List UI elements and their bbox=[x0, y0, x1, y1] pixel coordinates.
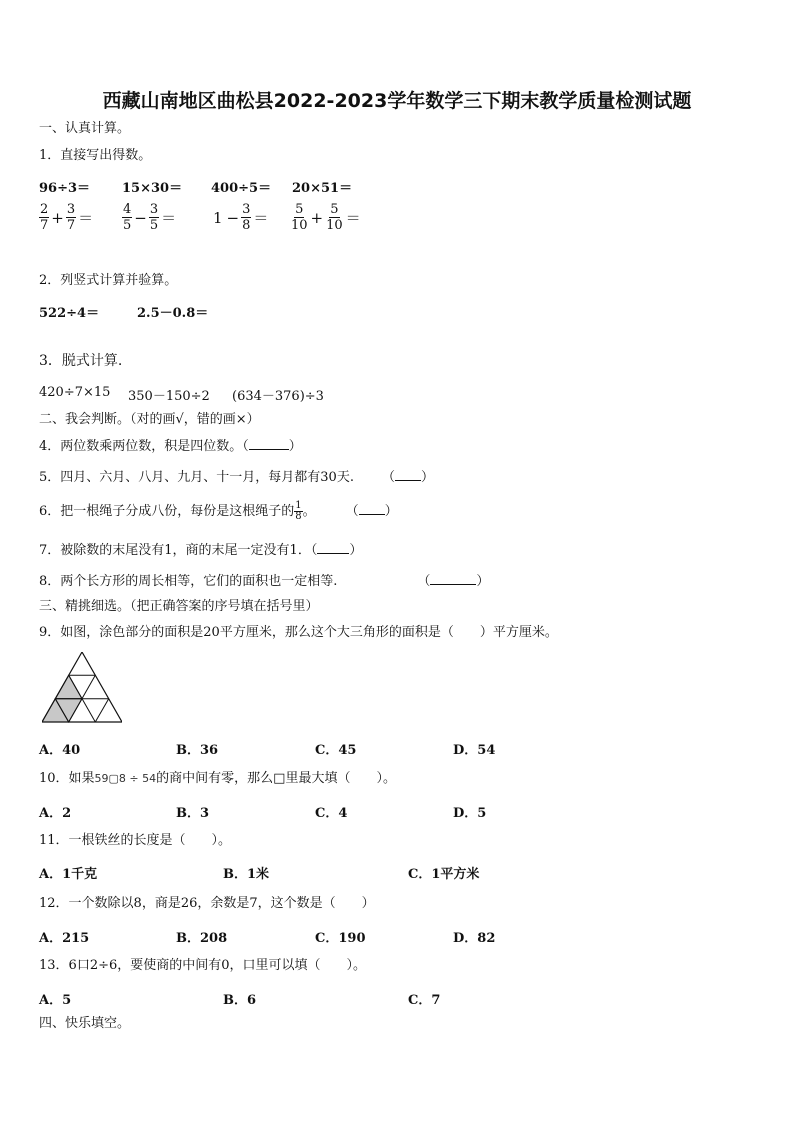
q9-option-a[interactable]: A．40 bbox=[39, 743, 81, 758]
q3-item-3: (634－376)÷3 bbox=[232, 389, 324, 404]
q1-item-1: 96÷3＝ bbox=[39, 181, 91, 196]
q10-option-a[interactable]: A．2 bbox=[39, 806, 72, 821]
q4-question: 4．两位数乘两位数，积是四位数。（ ） bbox=[39, 439, 302, 454]
q3-item-2: 350－150÷2 bbox=[128, 389, 210, 404]
q11-option-c[interactable]: C．1平方米 bbox=[408, 867, 480, 882]
section-1-heading: 一、认真计算。 bbox=[39, 121, 131, 136]
q11-option-a[interactable]: A．1千克 bbox=[39, 867, 98, 882]
q6-answer-blank[interactable] bbox=[359, 502, 385, 515]
page-title: 西藏山南地区曲松县2022-2023学年数学三下期末教学质量检测试题 bbox=[102, 90, 692, 112]
q13-option-c[interactable]: C．7 bbox=[408, 993, 441, 1008]
q10-question: 10．如果59▢8 ÷ 54的商中间有零，那么□里最大填（ ）。 bbox=[39, 771, 396, 786]
q9-option-c[interactable]: C．45 bbox=[315, 743, 357, 758]
q1-fraction-expr-2: $\frac{4}{5}$ − $\frac{3}{5}$ ＝ bbox=[123, 202, 177, 233]
q5-question: 5．四月、六月、八月、九月、十一月，每月都有30天. （ ） bbox=[39, 470, 434, 485]
triangle-figure bbox=[42, 652, 122, 724]
q11-option-b[interactable]: B．1米 bbox=[223, 867, 270, 882]
q10-option-c[interactable]: C．4 bbox=[315, 806, 348, 821]
q6-question: 6．把一根绳子分成八份，每份是这根绳子的 $\frac{1}{8}$ 。 （ ） bbox=[39, 500, 398, 522]
q13-question: 13．6口2÷6，要使商的中间有0，口里可以填（ ）。 bbox=[39, 958, 367, 973]
section-4-heading: 四、快乐填空。 bbox=[39, 1016, 131, 1031]
q7-question: 7．被除数的末尾没有1，商的末尾一定没有1．（ ） bbox=[39, 543, 363, 558]
q9-option-d[interactable]: D．54 bbox=[453, 743, 496, 758]
q2-item-2: 2.5－0.8＝ bbox=[137, 306, 209, 321]
q1-item-3: 400÷5＝ bbox=[211, 181, 272, 196]
q8-answer-blank[interactable] bbox=[430, 572, 476, 585]
q7-answer-blank[interactable] bbox=[317, 541, 349, 554]
q12-option-d[interactable]: D．82 bbox=[453, 931, 496, 946]
q1-item-4: 20×51＝ bbox=[292, 181, 353, 196]
q4-answer-blank[interactable] bbox=[249, 437, 289, 450]
q10-option-d[interactable]: D．5 bbox=[453, 806, 487, 821]
q1-fraction-expr-3: 1 − $\frac{3}{8}$ ＝ bbox=[213, 202, 269, 233]
q8-question: 8．两个长方形的周长相等，它们的面积也一定相等. （ ） bbox=[39, 574, 490, 589]
q2-item-1: 522÷4＝ bbox=[39, 306, 100, 321]
q12-option-b[interactable]: B．208 bbox=[176, 931, 228, 946]
section-3-heading: 三、精挑细选。（把正确答案的序号填在括号里） bbox=[39, 599, 319, 614]
q11-question: 11．一根铁丝的长度是（ ）。 bbox=[39, 833, 232, 848]
q1-fraction-expr-4: $\frac{5}{10}$ + $\frac{5}{10}$ ＝ bbox=[291, 202, 361, 233]
q3-label: 3．脱式计算. bbox=[39, 353, 123, 369]
q13-option-b[interactable]: B．6 bbox=[223, 993, 257, 1008]
shaded-triangle-1 bbox=[55, 675, 82, 698]
section-2-heading: 二、我会判断。（对的画√，错的画×） bbox=[39, 412, 260, 427]
q1-fraction-expr-1: $\frac{2}{7}$ + $\frac{3}{7}$ ＝ bbox=[40, 202, 94, 233]
q10-option-b[interactable]: B．3 bbox=[176, 806, 210, 821]
q3-item-1: 420÷7×15 bbox=[39, 385, 111, 400]
q9-option-b[interactable]: B．36 bbox=[176, 743, 219, 758]
q2-label: 2．列竖式计算并验算。 bbox=[39, 273, 178, 288]
q12-question: 12．一个数除以8，商是26，余数是7，这个数是（ ） bbox=[39, 896, 375, 911]
q12-option-a[interactable]: A．215 bbox=[39, 931, 90, 946]
q5-answer-blank[interactable] bbox=[395, 468, 421, 481]
q1-label: 1．直接写出得数。 bbox=[39, 148, 152, 163]
q12-option-c[interactable]: C．190 bbox=[315, 931, 366, 946]
q1-item-2: 15×30＝ bbox=[122, 181, 183, 196]
q9-question: 9．如图，涂色部分的面积是20平方厘米，那么这个大三角形的面积是（ ）平方厘米。 bbox=[39, 625, 558, 640]
q13-option-a[interactable]: A．5 bbox=[39, 993, 72, 1008]
